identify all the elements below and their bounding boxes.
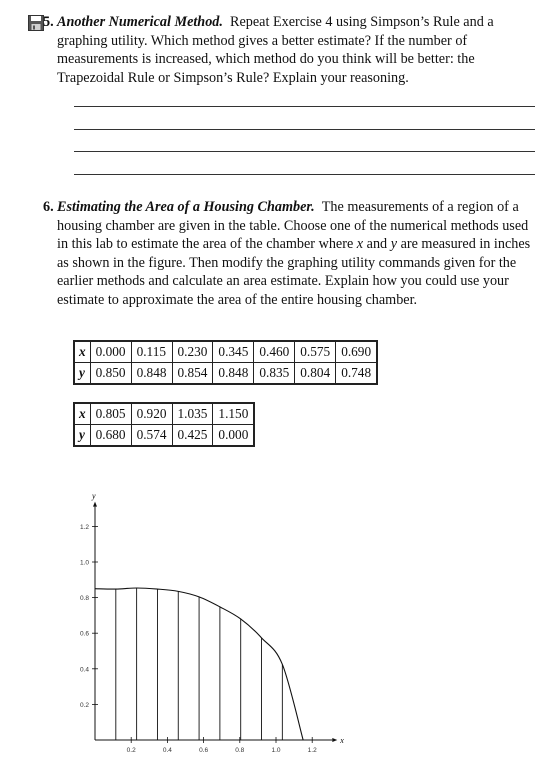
y-tick-label: 0.8 [79,595,89,603]
table-cell: 0.000 [213,425,254,446]
x-tick-label: 1.2 [307,747,317,754]
measurement-table-1 [74,341,377,384]
answer-line [74,129,535,130]
y-tick-label: 0.4 [79,666,89,674]
table-cell: 0.575 [295,342,336,363]
variable-y: y [390,236,398,253]
y-tick-label: 1.0 [79,559,89,567]
table-cell: 0.115 [131,342,172,363]
table-cell: 0.690 [336,342,377,363]
table-cell: 0.854 [172,363,213,384]
table-cell: 0.460 [254,342,295,363]
exercise-5-body: Repeat Exercise 4 using Simpson’s Rule and a graphing utility. Which method gives a better estimate? If the number of measurements is increased, which method do you think will be better: the Trapezoidal Rule or Simpson’s Rule? Explain your reasoning. [57,14,494,86]
row-label-x: x [75,404,91,425]
table-cell: 1.150 [213,404,254,425]
exercise-6-body: The measurements of a region of a housing chamber are given in the table. Choose one of the numerical methods used in this lab to estimate the area of the chamber where [57,199,529,253]
strip-lines [116,588,303,740]
row-label-y: y [75,363,91,384]
table-cell: 0.850 [90,363,131,384]
table-cell: 0.000 [90,342,131,363]
exercise-6-body-continued: are measured in inches as shown in the figure. Then modify the graphing utility commands given for the earlier methods and calculate an area estimate. Explain how you could use your estimate to approximate the area of the entire housing chamber. [57,236,531,308]
x-axis-arrow [332,738,337,742]
y-tick-label: 0.2 [79,701,89,709]
exercise-6-conjunction: and [363,236,391,253]
variable-x: x [356,236,364,253]
table-cell: 0.574 [131,425,172,446]
table-row-y [75,425,254,446]
x-axis-label: x [340,736,344,745]
answer-line [74,106,535,107]
table-cell: 0.425 [172,425,213,446]
answer-line [74,151,535,152]
table-cell: 0.848 [131,363,172,384]
x-tick-label: 0.8 [235,747,245,754]
table-cell: 0.805 [90,404,131,425]
table-cell: 0.230 [172,342,213,363]
table-row-x [75,404,254,425]
exercise-5-title: Another Numerical Method. [57,14,223,30]
x-tick-label: 1.0 [271,747,281,754]
table-cell: 0.835 [254,363,295,384]
measurement-table-2 [74,403,254,446]
x-tick-label: 0.6 [199,747,209,754]
floppy-disk-icon [28,15,44,31]
exercise-5-number: 5. [43,14,54,30]
table-row-y [75,363,377,384]
y-axis-label: y [92,491,96,501]
table-row-x [75,342,377,363]
exercise-5 [43,13,535,87]
exercise-6 [43,198,535,310]
y-axis-arrow [93,502,97,507]
table-cell: 0.748 [336,363,377,384]
exercise-6-number: 6. [43,199,54,215]
table-cell: 1.035 [172,404,213,425]
answer-line [74,174,535,175]
row-label-y: y [75,425,91,446]
row-label-x: x [75,342,91,363]
table-cell: 0.920 [131,404,172,425]
y-tick-label: 0.6 [79,630,89,638]
table-cell: 0.345 [213,342,254,363]
table-cell: 0.848 [213,363,254,384]
y-tick-label: 1.2 [79,523,89,531]
exercise-6-title: Estimating the Area of a Housing Chamber. [57,199,315,215]
table-cell: 0.680 [90,425,131,446]
housing-chamber-figure [60,478,360,760]
x-tick-label: 0.4 [162,747,172,754]
x-tick-label: 0.2 [126,747,136,754]
table-cell: 0.804 [295,363,336,384]
